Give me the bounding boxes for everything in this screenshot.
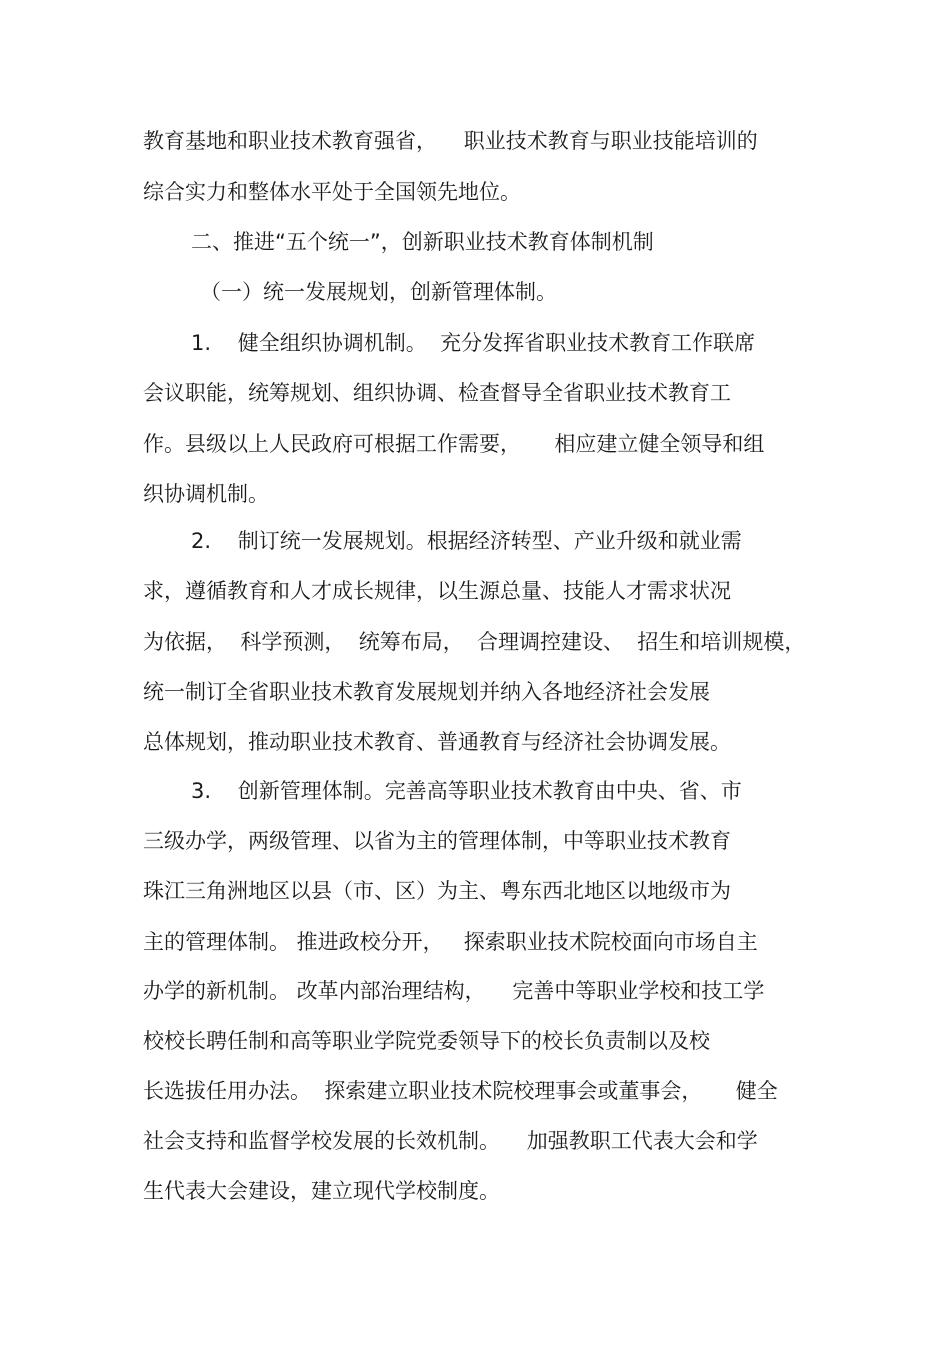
- text-line: 1. 健全组织协调机制。 充分发挥省职业技术教育工作联席: [191, 331, 756, 355]
- text-line: 3. 创新管理体制。完善高等职业技术教育由中央、省、市: [191, 779, 742, 803]
- text-line: 作。县级以上人民政府可根据工作需要， 相应建立健全领导和组: [143, 432, 765, 456]
- text-line: 社会支持和监督学校发展的长效机制。 加强教职工代表大会和学: [143, 1129, 758, 1153]
- section-heading: 二、推进“五个统一”，创新职业技术教育体制机制: [191, 230, 654, 254]
- text-line: 2. 制订统一发展规划。根据经济转型、产业升级和就业需: [191, 529, 742, 553]
- text-line: 为依据， 科学预测， 统筹布局， 合理调控建设、 招生和培训规模，: [143, 630, 806, 654]
- text-line: 珠江三角洲地区以县（市、区）为主、粤东西北地区以地级市为: [143, 879, 731, 903]
- text-line: 主的管理体制。 推进政校分开， 探索职业技术院校面向市场自主: [143, 930, 758, 954]
- text-line: 综合实力和整体水平处于全国领先地位。: [143, 180, 521, 204]
- text-line: 长选拔任用办法。 探索建立职业技术院校理事会或董事会， 健全: [143, 1079, 778, 1103]
- text-line: 织协调机制。: [143, 482, 269, 506]
- text-line: 教育基地和职业技术教育强省， 职业技术教育与职业技能培训的: [143, 129, 758, 153]
- subsection-heading: （一）统一发展规划，创新管理体制。: [200, 280, 557, 304]
- text-line: 三级办学，两级管理、以省为主的管理体制，中等职业技术教育: [143, 829, 731, 853]
- text-line: 求，遵循教育和人才成长规律，以生源总量、技能人才需求状况: [143, 579, 731, 603]
- text-line: 会议职能，统筹规划、组织协调、检查督导全省职业技术教育工: [143, 381, 731, 405]
- text-line: 生代表大会建设，建立现代学校制度。: [143, 1179, 500, 1203]
- text-line: 办学的新机制。 改革内部治理结构， 完善中等职业学校和技工学: [143, 979, 765, 1003]
- text-line: 总体规划，推动职业技术教育、普通教育与经济社会协调发展。: [143, 730, 731, 754]
- text-line: 校校长聘任制和高等职业学院党委领导下的校长负责制以及校: [143, 1029, 710, 1053]
- text-line: 统一制订全省职业技术教育发展规划并纳入各地经济社会发展: [143, 680, 710, 704]
